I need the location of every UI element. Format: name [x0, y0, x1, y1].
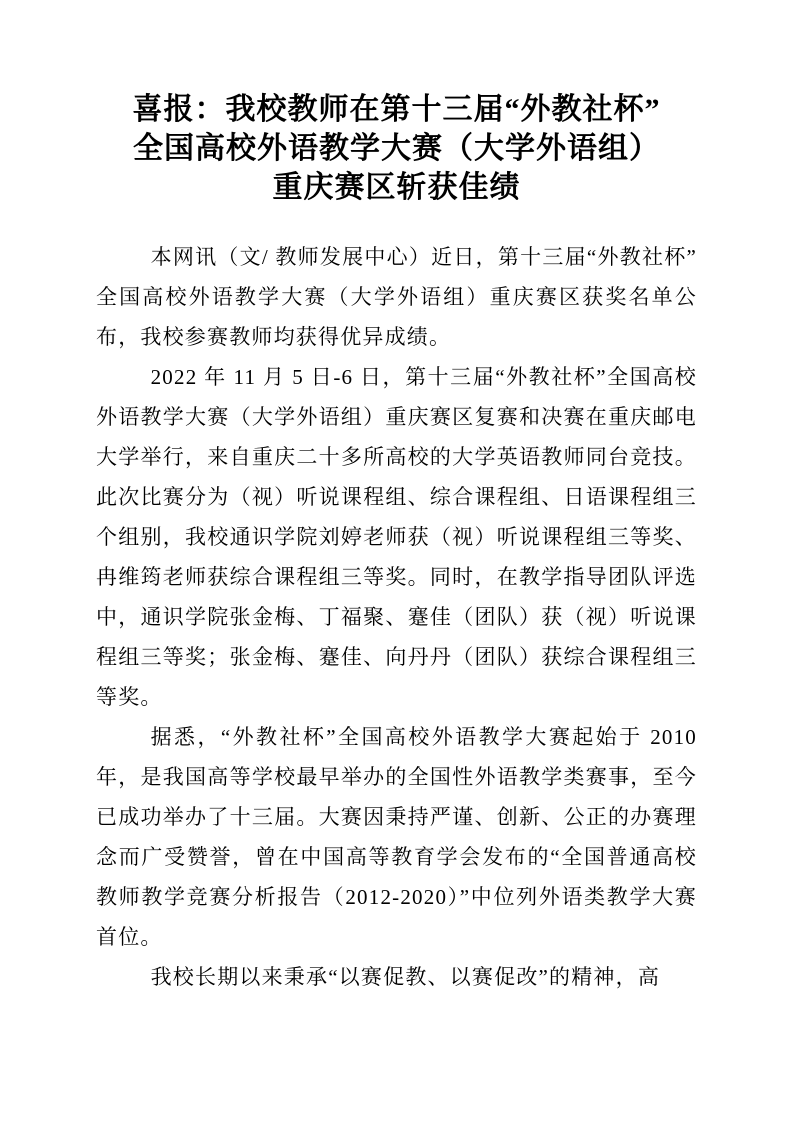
article-paragraph-4: 我校长期以来秉承“以赛促教、以赛促改”的精神，高 — [150, 965, 661, 989]
article-title-line-2: 全国高校外语教学大赛（大学外语组） — [133, 132, 660, 165]
article-paragraph-2: 2022 年 11 月 5 日-6 日，第十三届“外教社杯”全国高校外语教学大赛（大学外语组）重庆赛区复赛和决赛在重庆邮电大学举行，来自重庆二十多所高校的大学英语教师同台竞技。此次比赛分为（视）听说课程组、综合课程组、日语课程组三个组别，我校通识学院刘婷老师获（视）听说课程组三等奖、冉维筠老师获综合课程组三等奖。同时，在教学指导团队评选中，通识学院张金梅、丁福聚、蹇佳（团队）获（视）听说课程组三等奖；张金梅、蹇佳、向丹丹（团队）获综合课程组三等奖。 — [96, 365, 697, 709]
article-body — [96, 237, 697, 997]
article-title-line-3: 重庆赛区斩获佳绩 — [272, 171, 521, 204]
article-title-line-1: 喜报：我校教师在第十三届“外教社杯” — [132, 93, 661, 126]
article-paragraph-3: 据悉，“外教社杯”全国高校外语教学大赛起始于 2010 年，是我国高等学校最早举办的全国性外语教学类赛事，至今已成功举办了十三届。大赛因秉持严谨、创新、公正的办赛理念而广受赞誉，曾在中国高等教育学会发布的“全国普通高校教师教学竞赛分析报告（2012-2020）”中位列外语类教学大赛首位。 — [96, 725, 697, 949]
article-paragraph-1: 本网讯（文/ 教师发展中心）近日，第十三届“外教社杯”全国高校外语教学大赛（大学外语组）重庆赛区获奖名单公布，我校参赛教师均获得优异成绩。 — [96, 245, 697, 349]
article-title — [96, 90, 697, 207]
